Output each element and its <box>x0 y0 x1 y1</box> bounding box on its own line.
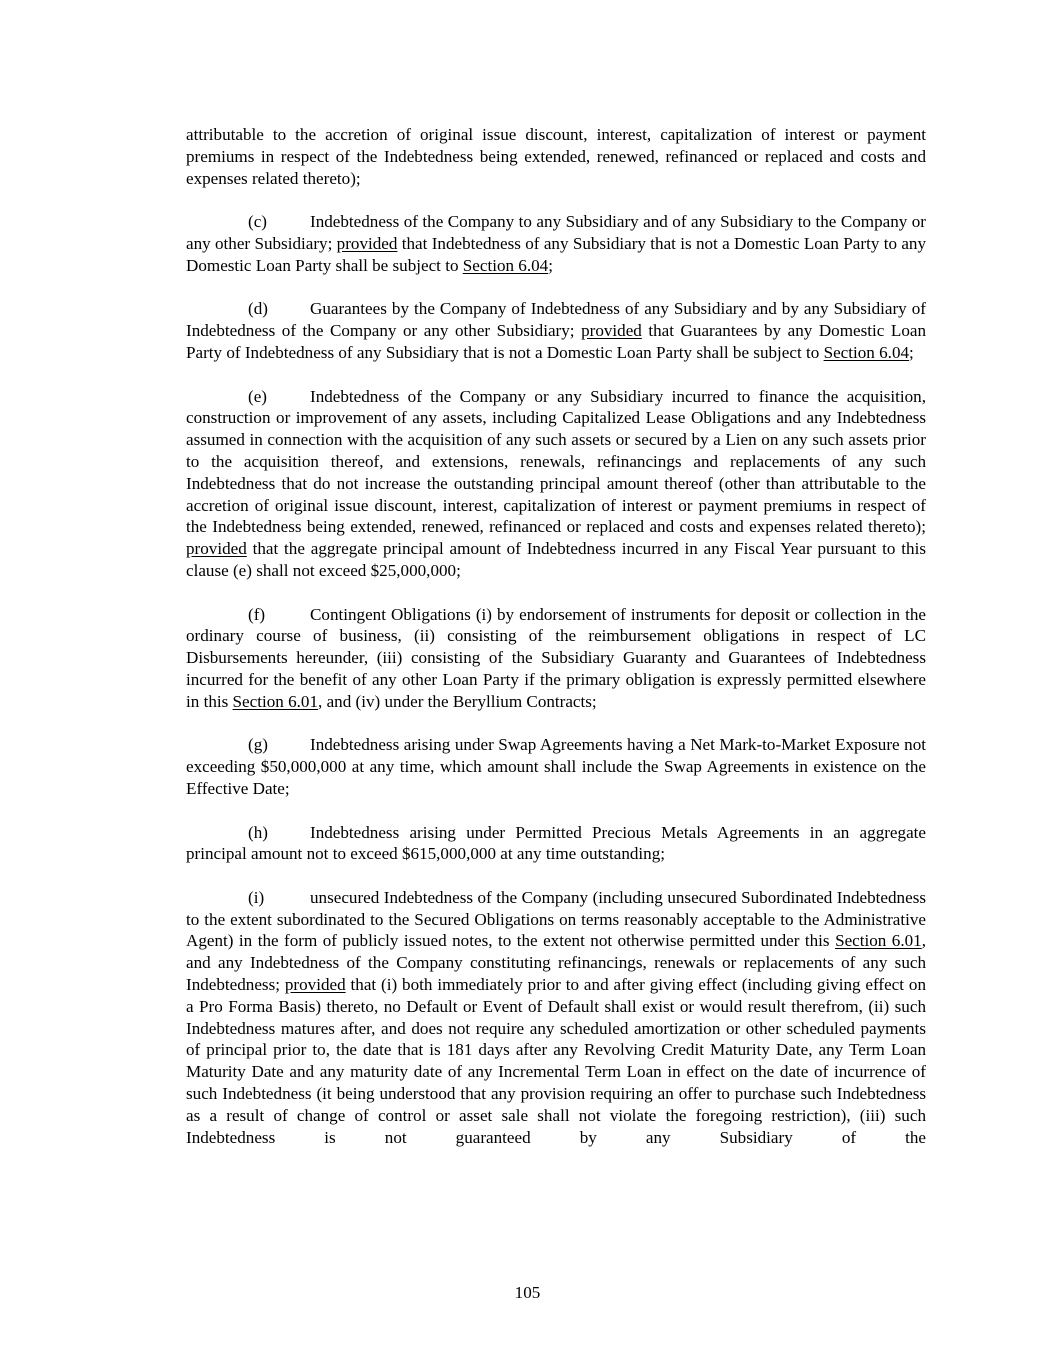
clause-c-text-1: Indebtedness of the Company to any Subsidiary and of any Subsidiary to the Company or any other Subsidiary; <box>186 212 926 253</box>
clause-e-text-1: Indebtedness of the Company or any Subsidiary incurred to finance the acquisition, construction or improvement of any assets, including Capitalized Lease Obligations and any Indebtedness assumed in connection with the acquisition of any such assets or secured by a Lien on any such assets prior to the acquisition thereof, and extensions, renewals, refinancings and replacements of any such Indebtedness that do not increase the outstanding principal amount thereof (other than attributable to the accretion of original issue discount, interest, capitalization of interest or payment premiums in respect of the Indebtedness being extended, renewed, refinanced or replaced and costs and expenses related thereto); <box>186 386 926 537</box>
clause-h-text-1: Indebtedness arising under Permitted Precious Metals Agreements in an aggregate principal amount not to exceed $615,000,000 at any time outstanding; <box>186 822 926 864</box>
clause-h-marker: (h) <box>248 822 268 842</box>
clause-e <box>186 386 926 582</box>
clause-i-text-3: that (i) both immediately prior to and after giving effect (including giving effect on a Pro Forma Basis) thereto, no Default or Event of Default shall exist or would result therefrom, (ii) such Indebtedness matures after, and does not require any scheduled amortization or other scheduled payments of principal prior to, the date that is 181 days after any Revolving Credit Maturity Date, any Term Loan Maturity Date and any maturity date of any Incremental Term Loan in effect on the date of incurrence of such Indebtedness (it being understood that any provision requiring an offer to purchase such Indebtedness as a result of change of control or asset sale shall not violate the foregoing restriction), (iii) such Indebtedness is not guaranteed by any Subsidiary of the <box>186 975 926 1147</box>
clause-i-text-2: , and any Indebtedness of the Company constituting refinancings, renewals or replacements of any such Indebtedness; <box>186 931 926 995</box>
clause-i-marker: (i) <box>248 887 265 907</box>
clause-i-provided: provided <box>284 975 346 995</box>
clause-e-provided: provided <box>186 539 247 559</box>
clause-f <box>186 604 926 713</box>
clause-d <box>186 298 926 363</box>
clause-f-section-ref: Section 6.01 <box>232 691 319 711</box>
continuation-text: attributable to the accretion of original issue discount, interest, capitalization of interest or payment premiums in respect of the Indebtedness being extended, renewed, refinanced or replaced and costs and expenses related thereto); <box>186 125 926 188</box>
clause-f-text-1: Contingent Obligations (i) by endorsement of instruments for deposit or collection in the ordinary course of business, (ii) consisting of the reimbursement obligations in respect of LC Disbursements hereunder, (iii) consisting of the Subsidiary Guaranty and Guarantees of Indebtedness incurred for the benefit of any other Loan Party if the primary obligation is expressly permitted elsewhere in this <box>186 604 926 711</box>
clause-c-section-ref: Section 6.04 <box>462 255 549 275</box>
clause-f-marker: (f) <box>248 604 266 624</box>
clause-c-text-2: that Indebtedness of any Subsidiary that is not a Domestic Loan Party to any Domestic Loan Party shall be subject to <box>186 233 927 275</box>
clause-f-text-2: , and (iv) under the Beryllium Contracts; <box>318 691 597 711</box>
clause-d-section-ref: Section 6.04 <box>823 342 910 362</box>
clause-c-marker: (c) <box>248 212 267 232</box>
clause-e-marker: (e) <box>248 386 267 406</box>
clause-d-marker: (d) <box>248 299 268 319</box>
clause-i-text-1: unsecured Indebtedness of the Company (including unsecured Subordinated Indebtedness to the extent subordinated to the Secured Obligations on terms reasonably acceptable to the Administrative Agent) in the form of publicly issued notes, to the extent not otherwise permitted under this <box>186 887 926 951</box>
document-page <box>186 124 926 1170</box>
clause-d-text-3: ; <box>909 342 914 362</box>
clause-c-text-3: ; <box>548 255 553 275</box>
clause-i-section-ref: Section 6.01 <box>835 931 922 951</box>
clause-d-text-2: that Guarantees by any Domestic Loan Party of Indebtedness of any Subsidiary that is not a Domestic Loan Party shall be subject to <box>186 321 926 362</box>
clause-d-text-1: Guarantees by the Company of Indebtedness of any Subsidiary and by any Subsidiary of Indebtedness of the Company or any other Subsidiary; <box>186 299 926 341</box>
clause-c-provided: provided <box>336 233 398 253</box>
continuation-paragraph <box>186 124 926 189</box>
clause-c <box>186 211 926 276</box>
clause-g-text-1: Indebtedness arising under Swap Agreements having a Net Mark-to-Market Exposure not exceeding $50,000,000 at any time, which amount shall include the Swap Agreements in existence on the Effective Date; <box>186 735 926 798</box>
clause-e-text-2: that the aggregate principal amount of Indebtedness incurred in any Fiscal Year pursuant to this clause (e) shall not exceed $25,000,000; <box>186 539 926 580</box>
clause-h <box>186 822 926 866</box>
clause-g <box>186 734 926 799</box>
clause-d-provided: provided <box>581 321 642 341</box>
clause-i <box>186 887 926 1149</box>
clause-g-marker: (g) <box>248 735 268 755</box>
page-number: 105 <box>514 1283 541 1302</box>
